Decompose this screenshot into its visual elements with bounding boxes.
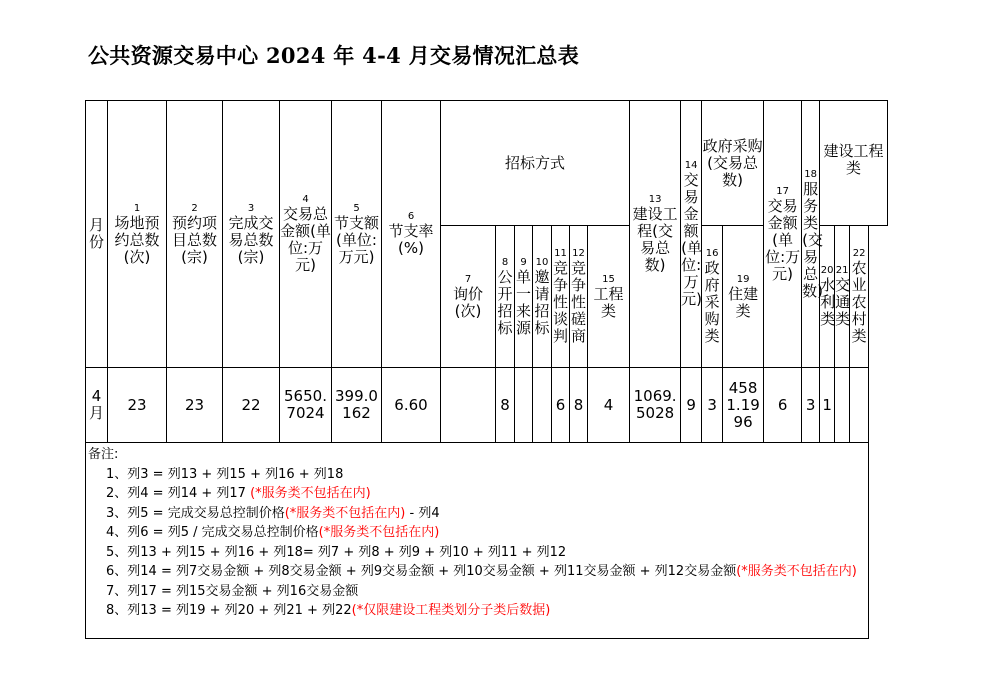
notes-section xyxy=(86,443,869,639)
header-construction-group: 建设工程类 xyxy=(820,101,888,226)
cell-col-14: 1069.5028 xyxy=(630,368,681,443)
cell-col-4: 5650.7024 xyxy=(280,368,332,443)
header-col-8: 8 公开招标 xyxy=(496,226,515,368)
header-row-top xyxy=(86,101,888,226)
cell-col-21 xyxy=(835,368,850,443)
header-col-17: 17 交易金额(单位:万元) xyxy=(764,101,802,368)
note-1: 1、列3 = 列13 + 列15 + 列16 + 列18 xyxy=(106,466,344,482)
header-col-13: 13 建设工程(交易总数) xyxy=(630,101,681,368)
note-6: 6、列14 = 列7交易金额 + 列8交易金额 + 列9交易金额 + 列10交易金额 + 列11交易金额 + 列12交易金额(*服务类不包括在内) xyxy=(106,564,857,579)
page-title: 公共资源交易中心 2024 年 4-4 月交易情况汇总表 xyxy=(88,43,580,68)
header-col-5: 5 节支额(单位:万元) xyxy=(332,101,382,368)
cell-col-11: 6 xyxy=(552,368,570,443)
summary-table xyxy=(85,100,888,639)
cell-col-9 xyxy=(515,368,533,443)
cell-col-13: 4 xyxy=(588,368,630,443)
cell-col-15: 9 xyxy=(681,368,702,443)
cell-col-8: 8 xyxy=(496,368,515,443)
header-col-20: 20 水利类 xyxy=(820,226,835,368)
cell-col-5: 399.0162 xyxy=(332,368,382,443)
header-col-1: 1 场地预约总数(次) xyxy=(108,101,167,368)
notes-heading: 备注: xyxy=(88,447,119,462)
header-col-4: 4 交易总金额(单位:万元) xyxy=(280,101,332,368)
note-3: 3、列5 = 完成交易总控制价格(*服务类不包括在内) - 列4 xyxy=(106,505,440,521)
cell-col-6: 6.60 xyxy=(382,368,441,443)
header-col-10: 10 邀请招标 xyxy=(533,226,552,368)
header-bidding-group: 招标方式 xyxy=(441,101,630,226)
cell-col-10 xyxy=(533,368,552,443)
header-col-19: 19 住建类 xyxy=(723,226,764,368)
cell-col-18: 6 xyxy=(764,368,802,443)
cell-month: 4月 xyxy=(86,368,108,443)
note-7: 7、列17 = 列15交易金额 + 列16交易金额 xyxy=(106,583,359,599)
header-col-12: 12 竞争性磋商 xyxy=(570,226,588,368)
cell-col-22 xyxy=(850,368,869,443)
notes-row xyxy=(86,443,888,639)
cell-col-19: 3 xyxy=(802,368,820,443)
header-col-14: 14 交易金额(单位:万元) xyxy=(681,101,702,368)
header-procurement-group: 政府采购(交易总数) xyxy=(702,101,764,226)
header-col-16: 16 政府采购类 xyxy=(702,226,723,368)
note-2: 2、列4 = 列14 + 列17 (*服务类不包括在内) xyxy=(106,486,371,501)
header-month: 月份 xyxy=(86,101,108,368)
header-col-2: 2 预约项目总数(宗) xyxy=(167,101,223,368)
header-col-22: 22 农业农村类 xyxy=(850,226,869,368)
header-col-3: 3 完成交易总数(宗) xyxy=(223,101,280,368)
cell-col-12: 8 xyxy=(570,368,588,443)
header-col-7: 7 询价(次) xyxy=(441,226,496,368)
header-col-11: 11 竞争性谈判 xyxy=(552,226,570,368)
cell-col-7 xyxy=(441,368,496,443)
cell-col-16: 3 xyxy=(702,368,723,443)
table-row xyxy=(86,368,888,443)
summary-sheet xyxy=(85,100,888,640)
cell-col-17: 4581.1996 xyxy=(723,368,764,443)
header-col-21: 21 交通类 xyxy=(835,226,850,368)
note-5: 5、列13 + 列15 + 列16 + 列18= 列7 + 列8 + 列9 + 列10 + 列11 + 列12 xyxy=(106,544,567,560)
header-col-18: 18 服务类(交易总数) xyxy=(802,101,820,368)
note-8: 8、列13 = 列19 + 列20 + 列21 + 列22(*仅限建设工程类划分子类后数据) xyxy=(106,603,551,618)
cell-col-2: 23 xyxy=(167,368,223,443)
note-4: 4、列6 = 列5 / 完成交易总控制价格(*服务类不包括在内) xyxy=(106,525,440,540)
cell-col-20: 1 xyxy=(820,368,835,443)
cell-col-3: 22 xyxy=(223,368,280,443)
cell-col-1: 23 xyxy=(108,368,167,443)
header-col-15: 15 工程类 xyxy=(588,226,630,368)
header-col-6: 6 节支率(%) xyxy=(382,101,441,368)
header-col-9: 9 单一来源 xyxy=(515,226,533,368)
